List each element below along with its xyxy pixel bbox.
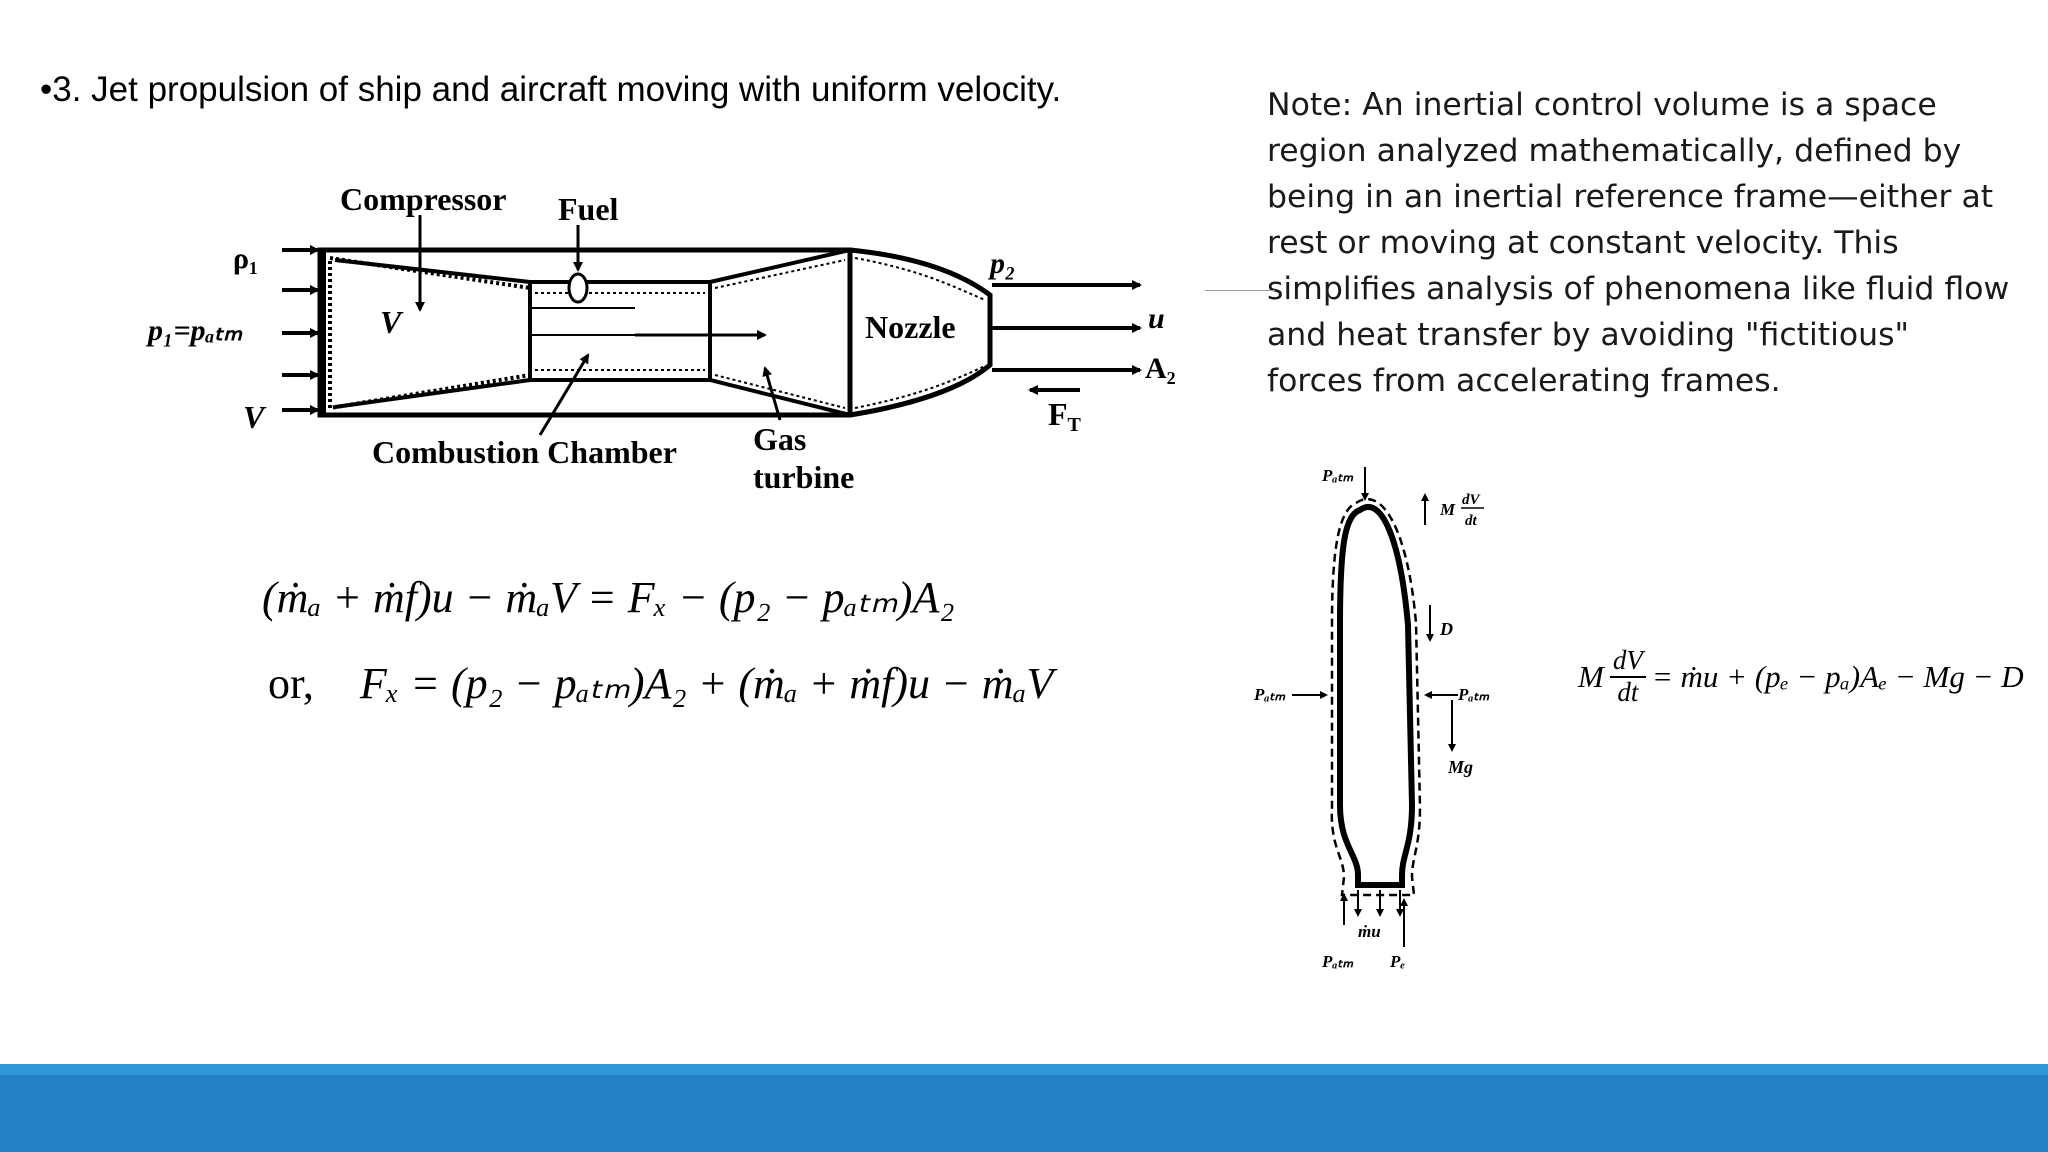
rocket-label-patm-right: Pₐₜₘ bbox=[1458, 685, 1490, 704]
jet-engine-diagram bbox=[130, 170, 1190, 515]
rocket-label-m: M bbox=[1440, 500, 1456, 519]
label-thrust-sub: T bbox=[1067, 414, 1081, 436]
rocket-label-patm-top: Pₐₜₘ bbox=[1322, 466, 1354, 485]
slide-heading: •3. Jet propulsion of ship and aircraft moving with uniform velocity. bbox=[40, 70, 1062, 109]
rocket-label-mg: Mg bbox=[1448, 757, 1474, 777]
label-rho1: ρ₁ bbox=[233, 242, 259, 275]
equation-rocket-numerator: dV bbox=[1610, 646, 1646, 678]
rocket-label-patm-bottom: Pₐₜₘ bbox=[1322, 952, 1354, 971]
rocket-label-patm-left: Pₐₜₘ bbox=[1254, 685, 1286, 704]
label-nozzle: Nozzle bbox=[865, 309, 956, 345]
rocket-label-pe: Pₑ bbox=[1390, 952, 1406, 971]
rocket-label-mu: ṁu bbox=[1358, 922, 1381, 941]
equation-thrust-body: Fₓ = (p₂ − pₐₜₘ)A₂ + (ṁₐ + ṁf)u − ṁₐV bbox=[359, 659, 1054, 708]
label-fuel: Fuel bbox=[558, 191, 619, 227]
note-text: Note: An inertial control volume is a space region analyzed mathematically, defined by being in an inertial reference frame—either at rest or moving at constant velocity. This simplifies analysis of phenomena like fluid flow and heat transfer by avoiding "fictitious" forces from accelerating frames. bbox=[1267, 87, 2010, 399]
equation-thrust-prefix: or, bbox=[268, 659, 314, 708]
label-thrust bbox=[1048, 396, 1082, 436]
rocket-diagram bbox=[1240, 455, 1520, 980]
label-turbine: turbine bbox=[753, 459, 855, 495]
equation-rocket-rest: = ṁu + (pₑ − pₐ)Aₑ − Mg − D bbox=[1651, 658, 2024, 694]
label-p1: p₁=pₐₜₘ bbox=[148, 314, 243, 347]
label-combustion-chamber: Combustion Chamber bbox=[372, 434, 677, 470]
equation-rocket bbox=[1578, 646, 2024, 707]
label-gas: Gas bbox=[753, 421, 807, 457]
connector-line bbox=[1205, 290, 1275, 291]
rocket-label-dv: dV bbox=[1462, 492, 1480, 508]
label-v-left: V bbox=[243, 399, 265, 435]
label-p2: p₂ bbox=[990, 247, 1016, 280]
label-thrust-f: F bbox=[1048, 396, 1068, 432]
rocket-label-dt: dt bbox=[1465, 513, 1477, 529]
footer-bar bbox=[0, 1075, 2048, 1152]
equation-thrust bbox=[268, 658, 1053, 709]
label-v-inner: V bbox=[380, 304, 402, 340]
label-a2: A₂ bbox=[1145, 352, 1176, 385]
combustion-chamber bbox=[530, 282, 710, 380]
equation-rocket-denominator: dt bbox=[1617, 676, 1639, 707]
fuel-injector bbox=[569, 274, 587, 302]
rocket-label-d: D bbox=[1440, 619, 1453, 639]
rocket-body bbox=[1340, 507, 1412, 885]
equation-rocket-fraction bbox=[1610, 646, 1646, 707]
equation-momentum: (ṁₐ + ṁf)u − ṁₐV = Fₓ − (p₂ − pₐₜₘ)A₂ bbox=[262, 573, 955, 622]
equation-rocket-m: M bbox=[1578, 658, 1604, 694]
footer-stripe bbox=[0, 1064, 2048, 1075]
label-compressor: Compressor bbox=[340, 181, 507, 217]
label-u: u bbox=[1148, 302, 1165, 335]
